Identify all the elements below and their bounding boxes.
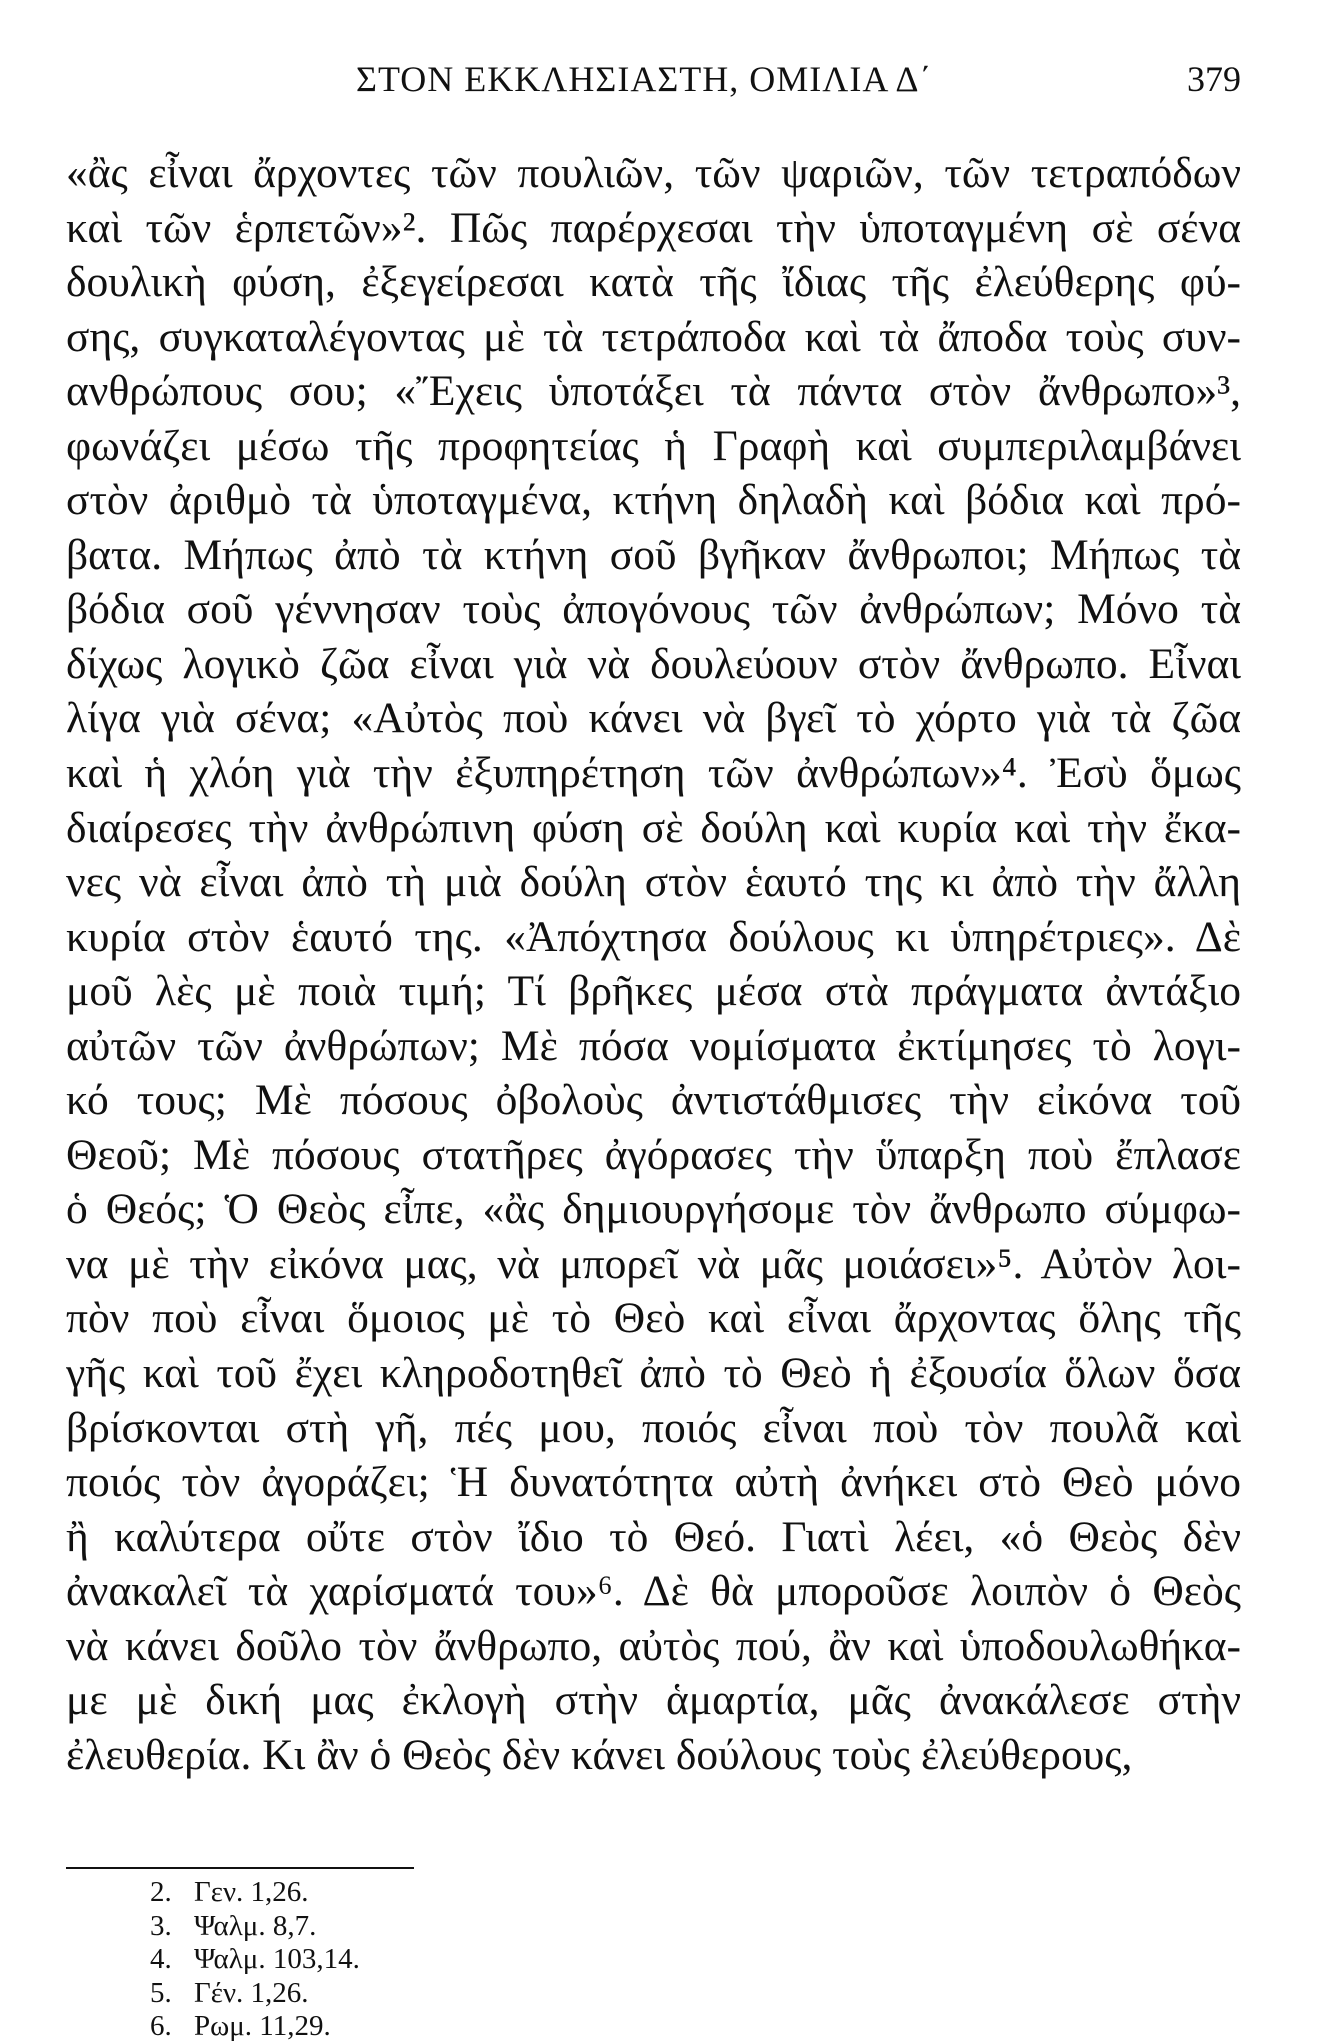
text-line: πὸν ποὺ εἶναι ὅμοιος μὲ τὸ Θεὸ καὶ εἶναι ἄρχοντας ὅλης τῆς (66, 1294, 1241, 1343)
text-line: «ἂς εἶναι ἄρχοντες τῶν πουλιῶν, τῶν ψαριῶν, τῶν τετραπόδων (66, 149, 1241, 197)
running-head (66, 58, 1241, 108)
text-line: σης, συγκαταλέγοντας μὲ τὰ τετράποδα καὶ τὰ ἄποδα τοὺς συν- (66, 312, 1241, 361)
footnote-item (150, 1910, 750, 1944)
text-line: βρίσκονται στὴ γῆ, πές μου, ποιός εἶναι ποὺ τὸν πουλᾶ καὶ (66, 1403, 1241, 1452)
text-line: βόδια σοῦ γέννησαν τοὺς ἀπογόνους τῶν ἀνθρώπων; Μόνο τὰ (66, 585, 1241, 634)
body-text (66, 146, 1241, 1782)
text-line: νες νὰ εἶναι ἀπὸ τὴ μιὰ δούλη στὸν ἑαυτό της κι ἀπὸ τὴν ἄλλη (66, 858, 1241, 907)
text-line: δίχως λογικὸ ζῶα εἶναι γιὰ νὰ δουλεύουν στὸν ἄνθρωπο. Εἶναι (66, 639, 1241, 688)
footnote-number: 6. (150, 2010, 172, 2042)
text-line: ἢ καλύτερα οὔτε στὸν ἴδιο τὸ Θεό. Γιατὶ λέει, «ὁ Θεὸς δὲν (66, 1512, 1241, 1561)
text-line: λίγα γιὰ σένα; «Αὐτὸς ποὺ κάνει νὰ βγεῖ τὸ χόρτο γιὰ τὰ ζῶα (66, 694, 1241, 743)
footnote-reference: Ψαλμ. 103,14. (194, 1943, 360, 1975)
text-line: δουλικὴ φύση, ἐξεγείρεσαι κατὰ τῆς ἴδιας τῆς ἐλεύθερης φύ- (66, 258, 1241, 307)
page-number: 379 (1187, 59, 1241, 99)
footnote-number: 4. (150, 1943, 172, 1975)
text-line: διαίρεσες τὴν ἀνθρώπινη φύση σὲ δούλη καὶ κυρία καὶ τὴν ἔκα- (66, 803, 1241, 852)
footnote-reference: Γέν. 1,26. (194, 1976, 309, 2009)
text-line: ἀνακαλεῖ τὰ χαρίσματά του»⁶. Δὲ θὰ μποροῦσε λοιπὸν ὁ Θεὸς (66, 1567, 1241, 1616)
text-line: καὶ τῶν ἑρπετῶν»². Πῶς παρέρχεσαι τὴν ὑποταγμένη σὲ σένα (66, 203, 1241, 252)
footnote-item (150, 1943, 750, 1977)
text-line: φωνάζει μέσω τῆς προφητείας ἡ Γραφὴ καὶ συμπεριλαμβάνει (66, 421, 1241, 470)
text-line: κυρία στὸν ἑαυτό της. «Ἀπόχτησα δούλους κι ὑπηρέτριες». Δὲ (66, 912, 1241, 961)
text-line: ανθρώπους σου; «Ἔχεις ὑποτάξει τὰ πάντα στὸν ἄνθρωπο»³, (66, 367, 1241, 416)
text-line: με μὲ δική μας ἐκλογὴ στὴν ἁμαρτία, μᾶς ἀνακάλεσε στὴν (66, 1676, 1241, 1725)
text-line: γῆς καὶ τοῦ ἔχει κληροδοτηθεῖ ἀπὸ τὸ Θεὸ ἡ ἐξουσία ὅλων ὅσα (66, 1349, 1241, 1398)
text-line: καὶ ἡ χλόη γιὰ τὴν ἐξυπηρέτηση τῶν ἀνθρώπων»⁴. Ἐσὺ ὅμως (66, 749, 1241, 798)
footnote-reference: Ψαλμ. 8,7. (194, 1909, 317, 1942)
text-line: αὐτῶν τῶν ἀνθρώπων; Μὲ πόσα νομίσματα ἐκτίμησες τὸ λογι- (66, 1021, 1241, 1070)
footnote-number: 3. (150, 1909, 172, 1942)
text-line: Θεοῦ; Μὲ πόσους στατῆρες ἀγόρασες τὴν ὕπαρξη ποὺ ἔπλασε (66, 1130, 1241, 1179)
text-line: στὸν ἀριθμὸ τὰ ὑποταγμένα, κτήνη δηλαδὴ καὶ βόδια καὶ πρό- (66, 476, 1241, 525)
footnote-item (150, 2010, 750, 2044)
text-line: μοῦ λὲς μὲ ποιὰ τιμή; Τί βρῆκες μέσα στὰ πράγματα ἀντάξιο (66, 967, 1241, 1016)
text-line: βατα. Μήπως ἀπὸ τὰ κτήνη σοῦ βγῆκαν ἄνθρωποι; Μήπως τὰ (66, 530, 1241, 579)
footnote-number: 5. (150, 1976, 172, 2009)
running-head-title: ΣΤΟΝ ΕΚΚΛΗΣΙΑΣΤΗ, ΟΜΙΛΙΑ Δ΄ (356, 59, 933, 99)
text-line: ὁ Θεός; Ὁ Θεὸς εἶπε, «ἂς δημιουργήσομε τὸν ἄνθρωπο σύμφω- (66, 1185, 1241, 1234)
footnote-divider (66, 1867, 414, 1869)
footnote-item (150, 1876, 750, 1910)
footnote-reference: Ρωμ. 11,29. (194, 2010, 331, 2042)
text-line: κό τους; Μὲ πόσους ὀβολοὺς ἀντιστάθμισες τὴν εἰκόνα τοῦ (66, 1076, 1241, 1125)
text-line: ἐλευθερία. Κι ἂν ὁ Θεὸς δὲν κάνει δούλους τοὺς ἐλεύθερους, (66, 1730, 1133, 1779)
text-line: νὰ κάνει δοῦλο τὸν ἄνθρωπο, αὐτὸς πού, ἂν καὶ ὑποδουλωθήκα- (66, 1621, 1241, 1670)
footnote-number: 2. (150, 1876, 172, 1908)
footnotes (150, 1876, 750, 2044)
footnote-item (150, 1977, 750, 2011)
text-line: ποιός τὸν ἀγοράζει; Ἡ δυνατότητα αὐτὴ ἀνήκει στὸ Θεὸ μόνο (66, 1458, 1241, 1507)
text-line: να μὲ τὴν εἰκόνα μας, νὰ μπορεῖ νὰ μᾶς μοιάσει»⁵. Αὐτὸν λοι- (66, 1239, 1241, 1288)
footnote-reference: Γεν. 1,26. (194, 1876, 309, 1908)
